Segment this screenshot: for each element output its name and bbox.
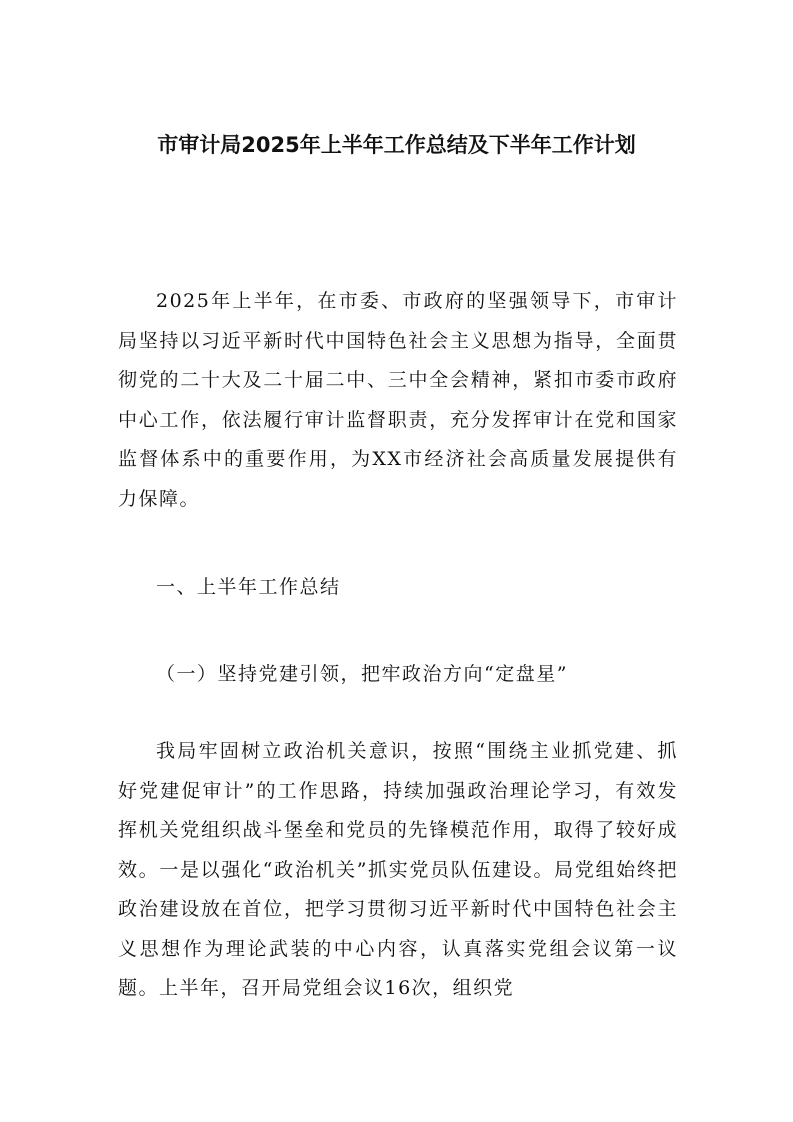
intro-paragraph: 2025年上半年，在市委、市政府的坚强领导下，市审计局坚持以习近平新时代中国特色社会主义思想为指导，全面贯彻党的二十大及二十届二中、三中全会精神，紧扣市委市政府中心工作，依法履行审计监督职责，充分发挥审计在党和国家监督体系中的重要作用，为XX市经济社会高质量发展提供有力保障。: [118, 290, 678, 510]
subsection-heading: （一）坚持党建引领，把牢政治方向“定盘星”: [156, 663, 568, 685]
section-heading: 一、上半年工作总结: [156, 576, 341, 598]
document-title: 市审计局2025年上半年工作总结及下半年工作计划: [157, 133, 636, 157]
body-paragraph: 我局牢固树立政治机关意识，按照“围绕主业抓党建、抓好党建促审计”的工作思路，持续加强政治理论学习，有效发挥机关党组织战斗堡垒和党员的先锋模范作用，取得了较好成效。一是以强化“政治机关”抓实党员队伍建设。局党组始终把政治建设放在首位，把学习贯彻习近平新时代中国特色社会主义思想作为理论武装的中心内容，认真落实党组会议第一议题。上半年，召开局党组会议16次，组织党: [118, 740, 678, 999]
